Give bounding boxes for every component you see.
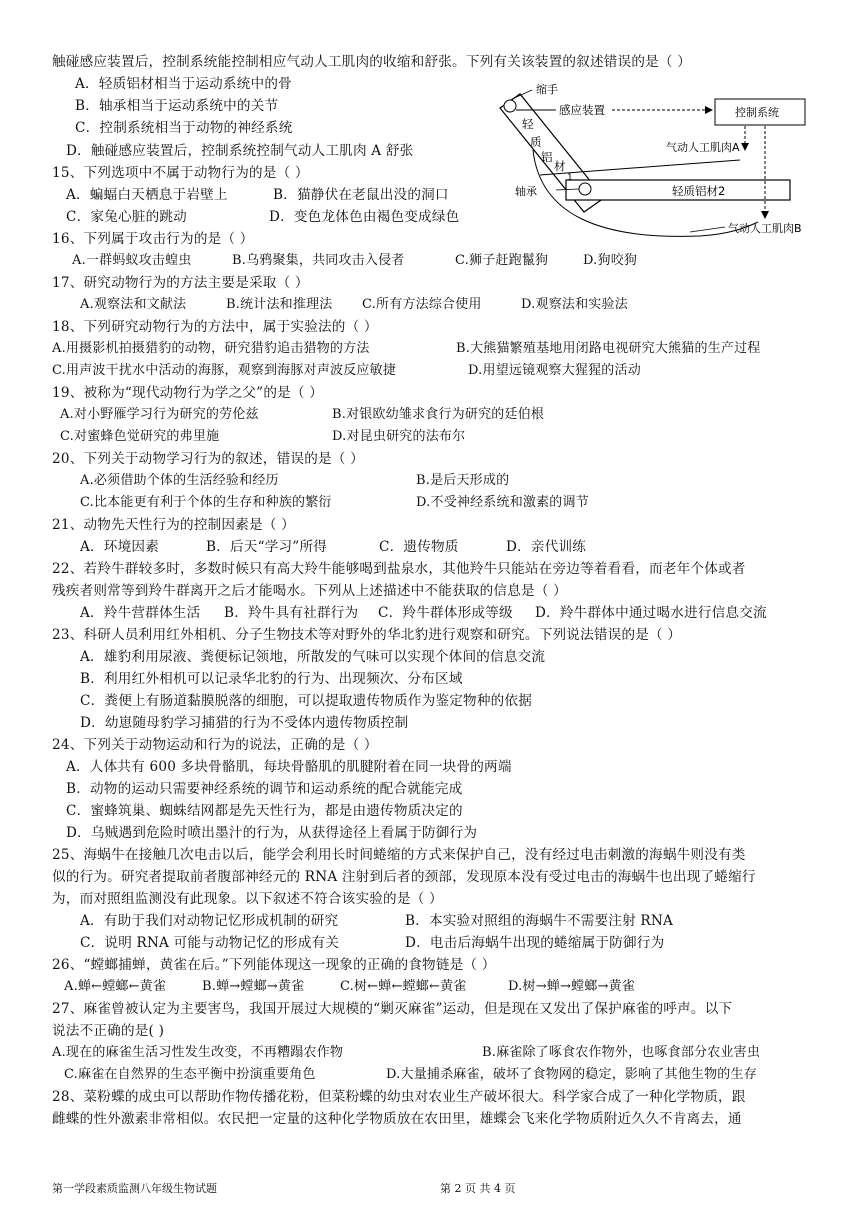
option: B.麻雀除了啄食农作物外，也啄食部分农业害虫: [482, 1045, 761, 1060]
option: A.必须借助个体的生活经验和经历: [80, 473, 279, 488]
diagram-label: 缩手: [536, 83, 558, 96]
question-28: 28、菜粉蝶的成虫可以帮助作物传播花粉，但菜粉蝶的幼虫对农业生产破坏很大。科学家合成了一种化学物质，跟: [52, 1089, 746, 1105]
option: C.狮子赶跑鬣狗: [455, 253, 549, 268]
diagram-label: 控制系统: [735, 106, 779, 119]
option: A.观察法和文献法: [80, 297, 187, 312]
bearing-icon: [579, 183, 591, 195]
option: B.是后天形成的: [416, 473, 510, 488]
option: C.树←蝉←螳螂←黄雀: [340, 979, 467, 994]
option: C．家兔心脏的跳动: [66, 209, 187, 225]
option: C.比本能更有利于个体的生存和种族的繁衍: [80, 495, 332, 510]
option: B.乌鸦聚集，共同攻击入侵者: [232, 253, 405, 268]
option: C.所有方法综合使用: [362, 297, 482, 312]
text-line: 触碰感应装置后，控制系统能控制相应气动人工肌肉的收缩和舒张。下列有关该装置的叙述错误的是（ ）: [52, 54, 692, 70]
option: B.对银欧幼雏求食行为研究的廷伯根: [332, 407, 545, 422]
question-18: 18、下列研究动物行为的方法中，属于实验法的（ ）: [52, 319, 378, 335]
option-line: A．人体共有 600 多块骨骼肌，每块骨骼肌的肌腱附着在同一块骨的两端: [66, 759, 512, 775]
option: A．羚牛营群体生活: [80, 605, 201, 621]
option: A．蝙蝠白天栖息于岩壁上: [66, 187, 228, 203]
option-line: D．触碰感应装置后，控制系统控制气动人工肌肉 A 舒张: [66, 143, 414, 159]
diagram-label: 气动人工肌肉B: [728, 222, 802, 235]
footer-title: 第一学段素质监测八年级生物试题: [52, 1182, 217, 1195]
option: A.对小野雁学习行为研究的劳伦兹: [60, 407, 259, 422]
question-16: 16、下列属于攻击行为的是（ ）: [52, 231, 254, 247]
option: D.狗咬狗: [583, 253, 638, 268]
page-number: 第 2 页 共 4 页: [440, 1182, 516, 1195]
diagram-vertical-label: 材: [554, 159, 566, 173]
option-line: A．雄豹利用尿液、粪便标记领地，所散发的气味可以实现个体间的信息交流: [80, 649, 546, 665]
option-line: C．控制系统相当于动物的神经系统: [75, 120, 293, 136]
option: D．羚牛群体中通过喝水进行信息交流: [535, 605, 767, 621]
option: D．亲代训练: [506, 539, 587, 555]
option-line: B．轴承相当于运动系统中的关节: [75, 98, 279, 114]
text-line: 说法不正确的是( ): [52, 1023, 165, 1039]
question-27: 27、麻雀曾被认定为主要害鸟，我国开展过大规模的“剿灭麻雀”运动，但是现在又发出了保护麻雀的呼声。以下: [52, 1001, 733, 1017]
question-25: 25、海蜗牛在接触几次电击以后，能学会利用长时间蜷缩的方式来保护自己，没有经过电击刺激的海蜗牛则没有类: [52, 847, 746, 863]
diagram-vertical-label: 轻: [522, 117, 534, 131]
text-line: 残疾者则常等到羚牛群离开之后才能喝水。下列从上述描述中不能获取的信息是（ ）: [52, 583, 567, 599]
question-22: 22、若羚牛群较多时，多数时候只有高大羚牛能够喝到盐泉水，其他羚牛只能站在旁边等着看看，而老年个体或者: [52, 561, 746, 577]
text-line: 雌蝶的性外激素非常相似。农民把一定量的这种化学物质放在农田里，雄蝶会飞来化学物质附近久久不肯离去，通: [52, 1111, 742, 1127]
option: C．遗传物质: [379, 539, 459, 555]
diagram-label: 轻质铝材2: [672, 184, 726, 198]
option: C.对蜜蜂色觉研究的弗里施: [60, 429, 220, 444]
question-23: 23、科研人员利用红外相机、分子生物技术等对野外的华北豹进行观察和研究。下列说法错误的是（ ）: [52, 627, 682, 643]
option-line: C．蜜蜂筑巢、蜘蛛结网都是先天性行为，都是由遗传物质决定的: [66, 803, 463, 819]
option: B．猫静伏在老鼠出没的洞口: [273, 187, 449, 203]
option-line: D．乌贼遇到危险时喷出墨汁的行为，从获得途径上看属于防御行为: [66, 825, 478, 841]
option: D.树→蝉→螳螂→黄雀: [508, 979, 635, 994]
option: A．环境因素: [80, 539, 159, 555]
question-24: 24、下列关于动物运动和行为的说法，正确的是（ ）: [52, 737, 378, 753]
option: C.用声波干扰水中活动的海豚，观察到海豚对声波反应敏捷: [52, 363, 397, 378]
diagram-vertical-label: 质: [530, 135, 542, 149]
option: D．变色龙体色由褐色变成绿色: [269, 209, 460, 225]
option-line: B．利用红外相机可以记录华北豹的行为、出现频次、分布区域: [80, 671, 463, 687]
question-15: 15、下列选项中不属于动物行为的是（ ）: [52, 165, 309, 181]
sensor-dot: [504, 100, 516, 112]
option-line: D．幼崽随母豹学习捕猎的行为不受体内遗传物质控制: [80, 715, 409, 731]
diagram-label: 气动人工肌肉A: [666, 141, 740, 154]
option: A.现在的麻雀生活习性发生改变，不再糟蹋农作物: [52, 1045, 344, 1060]
diagram-label: 轴承: [515, 185, 537, 198]
option: D.观察法和实验法: [521, 297, 628, 312]
option: C.麻雀在自然界的生态平衡中扮演重要角色: [64, 1067, 316, 1082]
option: D.对昆虫研究的法布尔: [332, 429, 466, 444]
option: A.用摄影机拍摄猎豹的动物，研究猎豹追击猎物的方法: [52, 341, 370, 356]
text-line: 为，而对照组监测没有此现象。以下叙述不符合该实验的是（ ）: [52, 891, 443, 907]
question-21: 21、动物先天性行为的控制因素是（ ）: [52, 517, 295, 533]
option: A.一群蚂蚁攻击蝗虫: [72, 253, 192, 268]
diagram-label: 感应装置: [559, 103, 605, 117]
option-line: B．动物的运动只需要神经系统的调节和运动系统的配合就能完成: [66, 781, 463, 797]
option: D.不受神经系统和激素的调节: [416, 495, 589, 510]
option-line: C．粪便上有肠道黏膜脱落的细胞，可以提取遗传物质作为鉴定物种的依据: [80, 693, 532, 709]
option: C．说明 RNA 可能与动物记忆的形成有关: [80, 935, 340, 951]
question-19: 19、被称为“现代动物行为学之父”的是（ ）: [52, 385, 324, 401]
option: A.蝉←螳螂←黄雀: [64, 979, 167, 994]
option: D．电击后海蜗牛出现的蜷缩属于防御行为: [405, 935, 665, 951]
diagram-vertical-label: 铝: [541, 150, 553, 164]
text-line: 似的行为。研究者提取前者腹部神经元的 RNA 注射到后者的颈部，发现原本没有受过电击的海蜗牛也出现了蜷缩行: [52, 869, 756, 885]
option: A．有助于我们对动物记忆形成机制的研究: [80, 913, 339, 929]
option: D.用望远镜观察大猩猩的活动: [468, 363, 641, 378]
option: C．羚牛群体形成等级: [378, 605, 513, 621]
option: B．本实验对照组的海蜗牛不需要注射 RNA: [405, 913, 673, 929]
option: D.大量捕杀麻雀，破坏了食物网的稳定，影响了其他生物的生存: [386, 1067, 757, 1082]
option: B.蝉→螳螂→黄雀: [202, 979, 305, 994]
option: B.大熊猫繁殖基地用闭路电视研究大熊猫的生产过程: [456, 341, 761, 356]
option-line: A．轻质铝材相当于运动系统中的骨: [75, 76, 292, 92]
question-26: 26、“螳螂捕蝉，黄雀在后。”下列能体现这一现象的正确的食物链是（ ）: [52, 957, 496, 973]
question-17: 17、研究动物行为的方法主要是采取（ ）: [52, 275, 309, 291]
option: B.统计法和推理法: [226, 297, 333, 312]
question-20: 20、下列关于动物学习行为的叙述，错误的是（ ）: [52, 451, 364, 467]
option: B．后天“学习”所得: [206, 539, 328, 555]
diagram-label: 1: [567, 173, 573, 183]
option: B．羚牛具有社群行为: [224, 605, 359, 621]
